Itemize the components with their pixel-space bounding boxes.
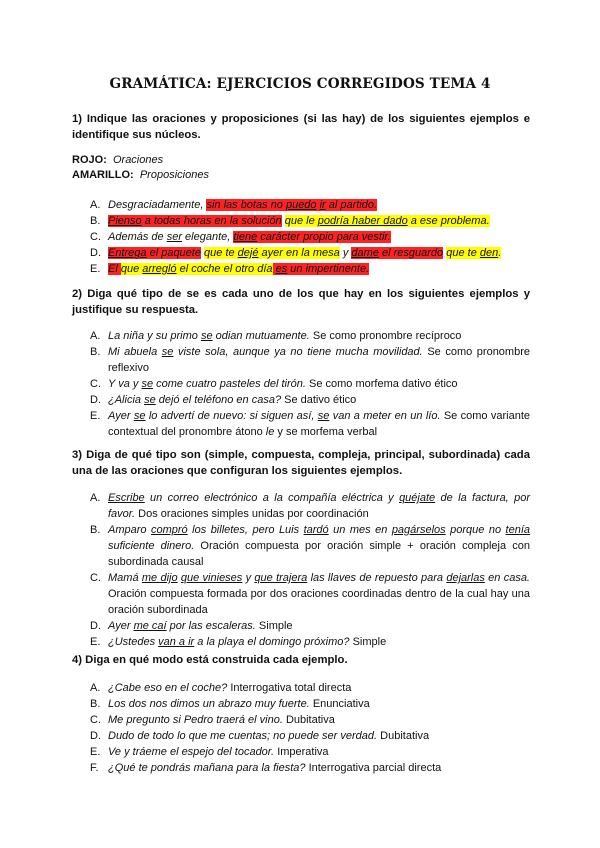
item-letter: D.: [90, 247, 101, 259]
list-item: D. Ayer me caí por las escaleras. Simple: [90, 620, 293, 632]
question-1-list: [72, 197, 530, 277]
item-example: Dudo de todo lo que me cuentas; no puede ser verdad.: [108, 730, 378, 742]
item-letter: C.: [90, 714, 101, 726]
item-letter: D.: [90, 394, 101, 406]
item-answer: Se como morfema dativo ético: [308, 378, 458, 390]
item-letter: E.: [90, 263, 101, 275]
item-letter: E.: [90, 746, 101, 758]
legend-rojo-value: Oraciones: [112, 154, 164, 166]
item-answer: Oración compuesta formada por dos oraciones coordinadas dentro de la cual hay una oración subordinada: [108, 588, 530, 616]
legend: [72, 153, 209, 183]
item-answer: Dubitativa: [380, 730, 430, 742]
question-1-heading: 1) Indique las oraciones y proposiciones (si las hay) de los siguientes ejemplos e identifique sus núcleos.: [72, 113, 530, 141]
item-letter: E.: [90, 410, 101, 422]
legend-amarillo-key: AMARILLO:: [72, 169, 134, 181]
list-item: E. Ayer se lo advertí de nuevo: si siguen así, se van a meter en un lío. Se como variante contextual del pronombre átono le y se morfema verbal: [90, 410, 530, 438]
item-answer: Simple: [352, 636, 387, 648]
item-answer: Se como pronombre reflexivo: [108, 346, 530, 374]
item-letter: C.: [90, 231, 101, 243]
item-example: Los dos nos dimos un abrazo muy fuerte.: [108, 698, 310, 710]
list-item: [72, 728, 530, 744]
item-letter: F.: [90, 762, 99, 774]
item-letter: A.: [90, 199, 101, 211]
item-letter: E.: [90, 636, 101, 648]
page-title: GRAMÁTICA: EJERCICIOS CORREGIDOS TEMA 4: [109, 76, 491, 92]
item-answer: Interrogativa total directa: [230, 682, 352, 694]
item-answer: Se como pronombre recíproco: [312, 330, 462, 342]
item-letter: B.: [90, 215, 101, 227]
legend-rojo-key: ROJO:: [72, 154, 107, 166]
item-example: Ve y tráeme el espejo del tocador.: [108, 746, 275, 758]
item-letter: D.: [90, 620, 101, 632]
legend-rojo: [72, 153, 209, 168]
item-example: ¿Cabe eso en el coche?: [108, 682, 228, 694]
list-item: C. Mamá me dijo que vinieses y que trajera las llaves de repuesto para dejarlas en casa. Oración compuesta formada por dos oraciones coordinadas dentro de la cual hay una oración subordinada: [90, 572, 530, 616]
list-item: B. Amparo compró los billetes, pero Luis tardó un mes en pagárselos porque no tenía suficiente dinero. Oración compuesta por oración simple + oración compleja con subordinada causal: [90, 524, 531, 568]
legend-amarillo-value: Proposiciones: [139, 169, 209, 181]
list-item: A. Escribe un correo electrónico a la compañía eléctrica y quéjate de la factura, por favor. Dos oraciones simples unidas por coordinación: [90, 492, 531, 520]
list-item: C. Además de ser elegante, tiene carácter propio para vestir.: [90, 231, 391, 243]
list-item: E. ¿Ustedes van a ir a la playa el domingo próximo? Simple: [90, 636, 387, 648]
item-letter: C.: [90, 378, 101, 390]
item-letter: B.: [90, 698, 101, 710]
item-letter: B.: [90, 346, 101, 358]
item-answer: Oración compuesta por oración simple + oración compleja con subordinada causal: [108, 540, 530, 568]
list-item: B. Pienso a todas horas en la solución que le podría haber dado a ese problema.: [90, 215, 490, 227]
list-item: D. Entrega el paquete que te dejé ayer en la mesa y dame el resguardo que te den.: [90, 247, 502, 259]
item-answer: Interrogativa parcial directa: [308, 762, 442, 774]
question-2-list: [72, 328, 530, 440]
question-3-heading: 3) Diga de qué tipo son (simple, compuesta, compleja, principal, subordinada) cada una de las oraciones que configuran los siguientes ejemplos.: [72, 449, 530, 477]
list-item: [72, 760, 530, 776]
legend-amarillo: [72, 168, 209, 183]
item-letter: A.: [90, 330, 101, 342]
item-letter: C.: [90, 572, 101, 584]
item-answer: Enunciativa: [312, 698, 370, 710]
item-answer: Dubitativa: [285, 714, 335, 726]
item-answer: Dos oraciones simples unidas por coordinación: [138, 508, 369, 520]
list-item: [72, 696, 530, 712]
list-item: A. Desgraciadamente, sin las botas no puedo ir al partido.: [90, 199, 378, 211]
list-item: [72, 680, 530, 696]
question-4-heading: 4) Diga en qué modo está construida cada ejemplo.: [72, 654, 348, 666]
question-4-list: [72, 680, 530, 776]
list-item: A. La niña y su primo se odian mutuamente. Se como pronombre recíproco: [90, 330, 462, 342]
item-example: Me pregunto si Pedro traerá el vino.: [108, 714, 283, 726]
item-letter: B.: [90, 524, 101, 536]
item-answer: Simple: [258, 620, 293, 632]
question-3-list: [72, 490, 530, 650]
item-letter: A.: [90, 682, 101, 694]
item-example: ¿Qué te pondrás mañana para la fiesta?: [108, 762, 306, 774]
list-item: [72, 712, 530, 728]
item-letter: D.: [90, 730, 101, 742]
list-item: E. El que arregló el coche el otro día es un impertinente.: [90, 263, 370, 275]
question-2-heading: 2) Diga qué tipo de se es cada uno de los que hay en los siguientes ejemplos y justifique su respuesta.: [72, 288, 530, 316]
list-item: C. Y va y se come cuatro pasteles del tirón. Se como morfema dativo ético: [90, 378, 458, 390]
list-item: [72, 744, 530, 760]
list-item: D. ¿Alicia se dejó el teléfono en casa? Se dativo ético: [90, 394, 357, 406]
item-letter: A.: [90, 492, 101, 504]
item-answer: Se dativo ético: [284, 394, 357, 406]
list-item: B. Mi abuela se viste sola, aunque ya no tiene mucha movilidad. Se como pronombre reflexivo: [90, 346, 530, 374]
item-answer: Imperativa: [277, 746, 329, 758]
